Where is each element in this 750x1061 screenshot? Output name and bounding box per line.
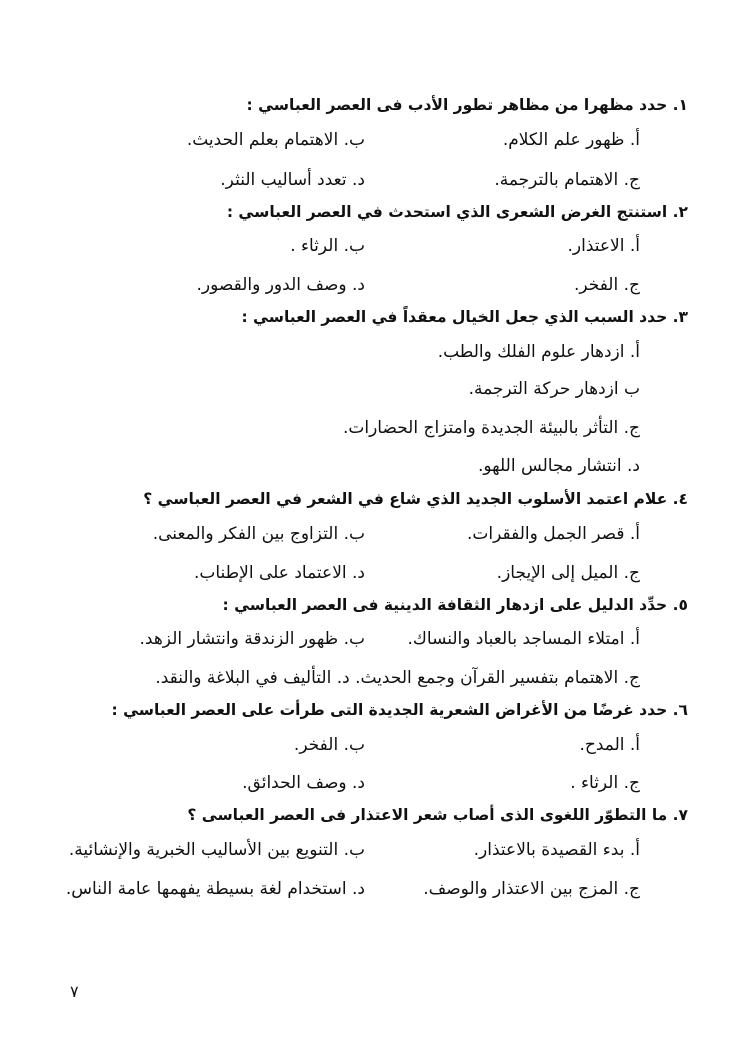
question-2-option-d: د. وصف الدور والقصور. bbox=[196, 275, 365, 295]
question-5-title: ٥. حدِّد الدليل على ازدهار الثقافة الدينية فى العصر العباسي : bbox=[222, 596, 688, 614]
question-2-option-a: أ. الاعتذار. bbox=[567, 236, 640, 256]
question-4-option-c: ج. الميل إلى الإيجاز. bbox=[496, 563, 640, 583]
question-6-option-a: أ. المدح. bbox=[579, 735, 640, 755]
question-7-option-a: أ. بدء القصيدة بالاعتذار. bbox=[473, 840, 640, 860]
page-number: ٧ bbox=[70, 982, 79, 1001]
question-5-option-a: أ. امتلاء المساجد بالعباد والنساك. bbox=[407, 629, 640, 649]
question-6-title: ٦. حدد غرضًا من الأغراض الشعرية الجديدة التى طرأت على العصر العباسي : bbox=[111, 701, 688, 719]
question-5-option-b: ب. ظهور الزندقة وانتشار الزهد. bbox=[139, 629, 365, 649]
question-4-option-b: ب. التزاوج بين الفكر والمعنى. bbox=[152, 524, 365, 544]
question-7-option-b: ب. التنويع بين الأساليب الخبرية والإنشائية. bbox=[68, 840, 365, 860]
question-2-option-c: ج. الفخر. bbox=[573, 275, 640, 295]
question-3-option-a: أ. ازدهار علوم الفلك والطب. bbox=[437, 342, 640, 362]
question-2-option-b: ب. الرثاء . bbox=[290, 236, 365, 256]
question-5-option-c-d: ج. الاهتمام بتفسير القرآن وجمع الحديث. د. التأليف في البلاغة والنقد. bbox=[155, 668, 640, 688]
question-6-option-c: ج. الرثاء . bbox=[570, 773, 640, 793]
question-1-option-d: د. تعدد أساليب النثر. bbox=[220, 170, 365, 190]
question-3-title: ٣. حدد السبب الذي جعل الخيال معقداً في العصر العباسي : bbox=[241, 308, 688, 326]
question-6-option-d: د. وصف الحدائق. bbox=[242, 773, 365, 793]
question-3-option-b: ب ازدهار حركة الترجمة. bbox=[468, 379, 640, 399]
question-3-option-d: د. انتشار مجالس اللهو. bbox=[478, 456, 640, 476]
question-1-option-c: ج. الاهتمام بالترجمة. bbox=[494, 170, 640, 190]
question-6-option-b: ب. الفخر. bbox=[293, 735, 365, 755]
question-7-title: ٧. ما التطوّر اللغوى الذى أصاب شعر الاعتذار فى العصر العباسى ؟ bbox=[187, 806, 688, 824]
question-3-option-c: ج. التأثر بالبيئة الجديدة وامتزاج الحضارات. bbox=[342, 418, 640, 438]
question-7-option-c: ج. المزج بين الاعتذار والوصف. bbox=[423, 879, 640, 899]
question-4-option-d: د. الاعتماد على الإطناب. bbox=[193, 563, 365, 583]
question-1-title: ١. حدد مظهرا من مظاهر تطور الأدب فى العصر العباسي : bbox=[246, 96, 688, 114]
question-1-option-a: أ. ظهور علم الكلام. bbox=[502, 130, 640, 150]
question-4-title: ٤. علام اعتمد الأسلوب الجديد الذي شاع في الشعر في العصر العباسي ؟ bbox=[143, 490, 688, 508]
question-7-option-d: د. استخدام لغة بسيطة يفهمها عامة الناس. bbox=[65, 879, 365, 899]
question-1-option-b: ب. الاهتمام بعلم الحديث. bbox=[186, 130, 365, 150]
question-2-title: ٢. استنتج الغرض الشعرى الذي استحدث في العصر العباسي : bbox=[226, 203, 688, 221]
question-4-option-a: أ. قصر الجمل والفقرات. bbox=[467, 524, 640, 544]
